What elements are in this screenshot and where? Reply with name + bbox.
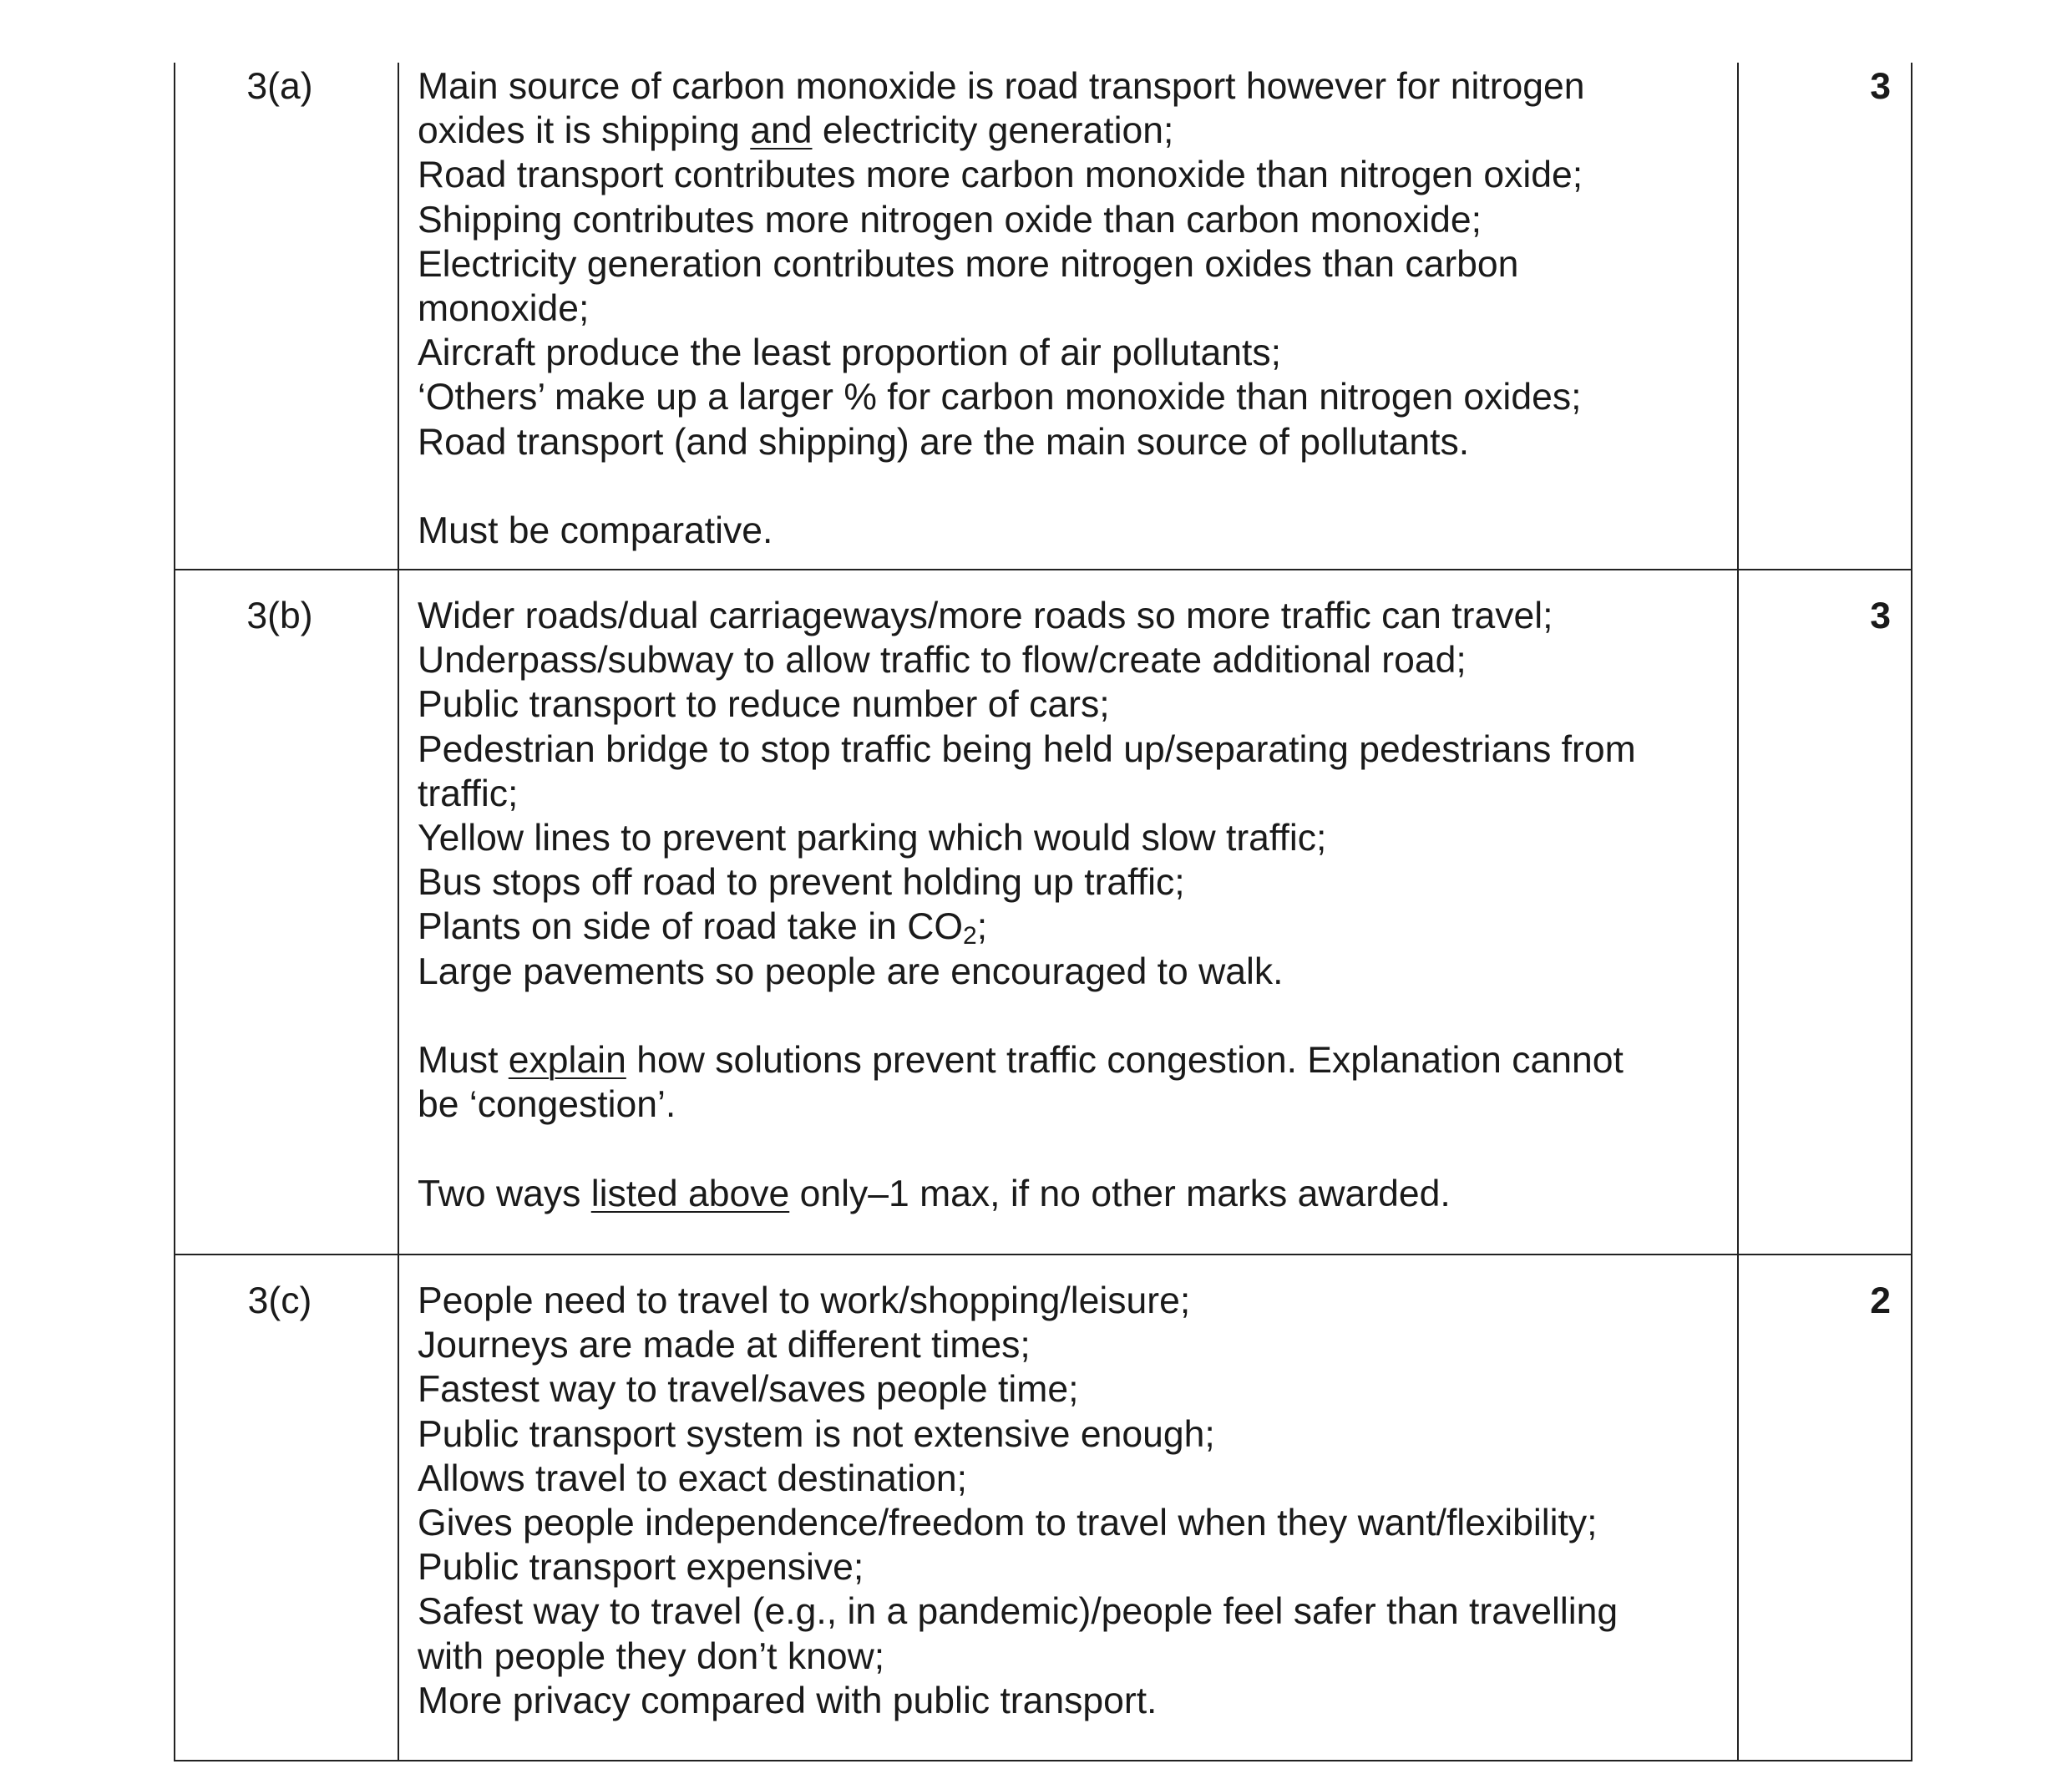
answer-line: Underpass/subway to allow traffic to flow/create additional road; [418, 640, 1467, 682]
answer-cell [398, 570, 1738, 1255]
line-text: electricity generation; [812, 110, 1174, 152]
answer-line: ‘Others’ make up a larger % for carbon monoxide than nitrogen oxides; [418, 377, 1582, 418]
table-row [175, 570, 1912, 1255]
answer-line [418, 1038, 1720, 1082]
line-text: oxides it is shipping [418, 110, 751, 152]
underlined-text: explain [508, 1040, 626, 1082]
answer-line: Fastest way to travel/saves people time; [418, 1369, 1079, 1411]
answer-line: be ‘congestion’. [418, 1084, 676, 1126]
answer-line: People need to travel to work/shopping/leisure; [418, 1280, 1191, 1321]
answer-line: monoxide; [418, 288, 590, 330]
question-number-cell [175, 570, 398, 1255]
answer-cell [398, 1255, 1738, 1761]
answer-line: Shipping contributes more nitrogen oxide than carbon monoxide; [418, 199, 1482, 241]
question-number: 3(c) [247, 1280, 312, 1321]
mark-scheme-table [174, 63, 1912, 1761]
line-text: Must [418, 1040, 509, 1082]
answer-line [418, 1172, 1720, 1216]
question-number-cell [175, 1255, 398, 1761]
marks-cell [1738, 1255, 1912, 1761]
underlined-text: listed above [590, 1173, 790, 1214]
answer-line: Gives people independence/freedom to travel when they want/flexibility; [418, 1503, 1598, 1544]
answer-line: Electricity generation contributes more nitrogen oxides than carbon [418, 243, 1519, 285]
answer-line: More privacy compared with public transport. [418, 1680, 1158, 1721]
answer-line: with people they don’t know; [418, 1635, 885, 1677]
answer-line: Public transport to reduce number of cars; [418, 684, 1110, 726]
marks-value: 2 [1870, 1280, 1891, 1321]
answer-line: Pedestrian bridge to stop traffic being held up/separating pedestrians from [418, 728, 1636, 770]
question-number: 3(a) [246, 66, 313, 107]
line-text: how solutions prevent traffic congestion. Explanation cannot [626, 1040, 1624, 1082]
answer-line: Large pavements so people are encouraged to walk. [418, 950, 1284, 992]
answer-line: Main source of carbon monoxide is road transport however for nitrogen [418, 66, 1585, 107]
marks-cell [1738, 63, 1912, 570]
question-number: 3(b) [246, 596, 313, 636]
answer-line: Safest way to travel (e.g., in a pandemic)/people feel safer than travelling [418, 1591, 1619, 1633]
answer-line: Public transport expensive; [418, 1547, 864, 1589]
answer-line [418, 109, 1720, 153]
blank-line [418, 464, 1720, 509]
answer-line: Bus stops off road to prevent holding up traffic; [418, 862, 1185, 904]
blank-line [418, 1127, 1720, 1171]
answer-line: Road transport contributes more carbon monoxide than nitrogen oxide; [418, 155, 1583, 196]
answer-line: Wider roads/dual carriageways/more roads so more traffic can travel; [418, 596, 1553, 636]
marks-value: 3 [1870, 66, 1891, 107]
answer-line: Aircraft produce the least proportion of air pollutants; [418, 332, 1281, 374]
answer-line: Allows travel to exact destination; [418, 1457, 967, 1499]
answer-line: Must be comparative. [418, 510, 773, 552]
answer-line: Journeys are made at different times; [418, 1325, 1031, 1366]
line-text: ; [976, 906, 988, 948]
answer-cell [398, 63, 1738, 570]
underlined-text: and [750, 110, 813, 152]
answer-line: Yellow lines to prevent parking which would slow traffic; [418, 818, 1327, 859]
line-text: Plants on side of road take in CO [418, 906, 964, 948]
table-row [175, 63, 1912, 570]
line-text: Two ways [418, 1173, 591, 1214]
blank-line [418, 994, 1720, 1038]
question-number-cell [175, 63, 398, 570]
marks-value: 3 [1870, 596, 1891, 636]
answer-line: traffic; [418, 773, 519, 814]
answer-line: Road transport (and shipping) are the main source of pollutants. [418, 421, 1470, 463]
answer-line [418, 905, 1720, 949]
answer-line: Public transport system is not extensive enough; [418, 1413, 1215, 1455]
table-row [175, 1255, 1912, 1761]
marks-cell [1738, 570, 1912, 1255]
subscript-text: 2 [963, 922, 977, 950]
line-text: only–1 max, if no other marks awarded. [789, 1173, 1451, 1214]
